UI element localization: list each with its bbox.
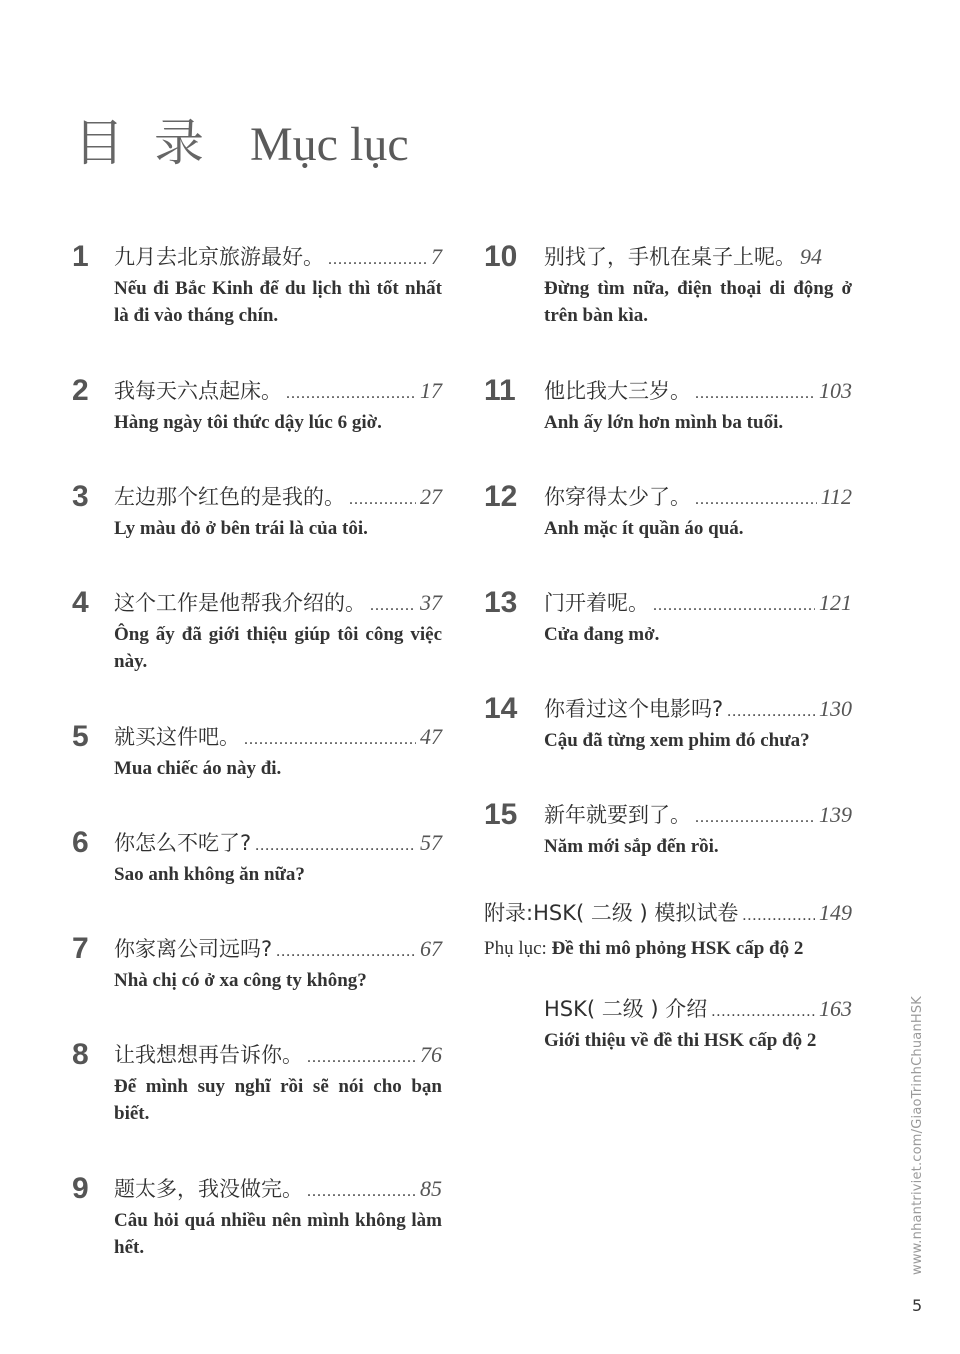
- toc-entry-appendix[interactable]: [484, 896, 852, 964]
- page-ref: 139: [819, 802, 852, 827]
- dot-leader: [742, 899, 815, 933]
- page-title-chinese: 目录: [74, 114, 234, 172]
- lesson-title-chinese: 就买这件吧。: [114, 725, 240, 749]
- lesson-number: 6: [72, 826, 89, 859]
- lesson-title-chinese: 左边那个红色的是我的。: [114, 485, 345, 509]
- page-title: [74, 114, 409, 188]
- page-ref: 37: [420, 590, 442, 615]
- lesson-number: 1: [72, 240, 89, 273]
- page-ref: 130: [819, 696, 852, 721]
- dot-leader: [349, 483, 416, 517]
- dot-leader: [307, 1041, 416, 1075]
- lesson-title-vietnamese: Sao anh không ăn nữa?: [114, 864, 305, 885]
- appendix-title-chinese: 附录:HSK( 二级 ) 模拟试卷: [484, 901, 739, 925]
- page-ref: 163: [819, 996, 852, 1021]
- lesson-title-vietnamese: Anh ấy lớn hơn mình ba tuổi.: [544, 412, 784, 433]
- lesson-title-vietnamese: Hàng ngày tôi thức dậy lúc 6 giờ.: [114, 412, 382, 433]
- page-ref: 17: [420, 378, 442, 403]
- page-ref: 67: [420, 936, 442, 961]
- lesson-title-vietnamese: Nhà chị có ở xa công ty không?: [114, 970, 367, 991]
- page-ref: 103: [819, 378, 852, 403]
- lesson-title-vietnamese: Đừng tìm nữa, điện thoại di động ở trên bàn kìa.: [544, 278, 852, 326]
- dot-leader: [276, 935, 416, 969]
- dot-leader: [286, 377, 416, 411]
- dot-leader: [307, 1175, 416, 1209]
- dot-leader: [244, 723, 416, 757]
- lesson-title-vietnamese: Mua chiếc áo này đi.: [114, 758, 282, 779]
- lesson-title-chinese: 你穿得太少了。: [544, 485, 691, 509]
- lesson-title-chinese: 九月去北京旅游最好。: [114, 245, 324, 269]
- dot-leader: [695, 377, 815, 411]
- page-ref: 76: [420, 1042, 442, 1067]
- lesson-number: 10: [484, 240, 518, 273]
- lesson-number: 9: [72, 1172, 89, 1205]
- lesson-title-vietnamese: Cậu đã từng xem phim đó chưa?: [544, 730, 810, 751]
- hsk-intro-title-chinese: HSK( 二级 ) 介绍: [544, 997, 708, 1021]
- lesson-title-vietnamese: Câu hỏi quá nhiều nên mình không làm hết.: [114, 1210, 442, 1258]
- lesson-number: 8: [72, 1038, 89, 1071]
- lesson-number: 4: [72, 586, 89, 619]
- lesson-title-vietnamese: Cửa đang mở.: [544, 624, 660, 645]
- lesson-title-chinese: 让我想想再告诉你。: [114, 1043, 303, 1067]
- lesson-title-chinese: 你怎么不吃了?: [114, 831, 252, 855]
- page-ref: 121: [819, 590, 852, 615]
- lesson-number: 15: [484, 798, 518, 831]
- page-title-vietnamese: Mục lục: [250, 118, 409, 171]
- dot-leader: [711, 995, 815, 1029]
- lesson-title-vietnamese: Ly màu đỏ ở bên trái là của tôi.: [114, 518, 368, 539]
- lesson-number: 7: [72, 932, 89, 965]
- hsk-intro-title-vietnamese: Giới thiệu về đề thi HSK cấp độ 2: [544, 1030, 817, 1051]
- lesson-title-chinese: 这个工作是他帮我介绍的。: [114, 591, 366, 615]
- lesson-title-vietnamese: Nếu đi Bắc Kinh để du lịch thì tốt nhất là đi vào tháng chín.: [114, 278, 442, 326]
- lesson-title-chinese: 新年就要到了。: [544, 803, 691, 827]
- lesson-number: 14: [484, 692, 518, 725]
- lesson-number: 2: [72, 374, 89, 407]
- lesson-title-chinese: 门开着呢。: [544, 591, 649, 615]
- page-ref: 112: [820, 484, 852, 509]
- dot-leader: [727, 695, 815, 729]
- page-ref: 27: [420, 484, 442, 509]
- lesson-title-chinese: 你家离公司远吗?: [114, 937, 273, 961]
- lesson-number: 12: [484, 480, 518, 513]
- lesson-title-chinese: 别找了，手机在桌子上呢。: [544, 245, 796, 269]
- page-ref: 57: [420, 830, 442, 855]
- lesson-title-vietnamese: Để mình suy nghĩ rồi sẽ nói cho bạn biết.: [114, 1076, 442, 1124]
- page-ref: 47: [420, 724, 442, 749]
- lesson-title-chinese: 你看过这个电影吗?: [544, 697, 724, 721]
- dot-leader: [328, 243, 427, 277]
- lesson-number: 13: [484, 586, 518, 619]
- dot-leader: [695, 801, 815, 835]
- page-ref: 7: [431, 244, 442, 269]
- lesson-number: 11: [484, 374, 516, 407]
- dot-leader: [653, 589, 815, 623]
- dot-leader: [255, 829, 416, 863]
- lesson-number: 5: [72, 720, 89, 753]
- dot-leader: [695, 483, 817, 517]
- lesson-title-chinese: 他比我大三岁。: [544, 379, 691, 403]
- page-number: 5: [912, 1296, 923, 1315]
- page-ref: 94: [800, 244, 822, 269]
- page-ref: 149: [819, 900, 852, 925]
- lesson-title-chinese: 我每天六点起床。: [114, 379, 282, 403]
- toc-entry-hsk-intro[interactable]: [544, 992, 852, 1054]
- side-website-url: www.nhantriviet.com/GiaoTrinhChuanHSK: [910, 995, 925, 1275]
- appendix-label: Phụ lục:: [484, 938, 547, 959]
- lesson-title-vietnamese: Năm mới sắp đến rồi.: [544, 836, 719, 857]
- page-ref: 85: [420, 1176, 442, 1201]
- lesson-title-vietnamese: Ông ấy đã giới thiệu giúp tôi công việc này.: [114, 624, 442, 672]
- lesson-number: 3: [72, 480, 89, 513]
- lesson-title-vietnamese: Anh mặc ít quần áo quá.: [544, 518, 744, 539]
- appendix-title-vietnamese: Đề thi mô phỏng HSK cấp độ 2: [551, 938, 804, 959]
- lesson-title-chinese: 题太多，我没做完。: [114, 1177, 303, 1201]
- dot-leader: [370, 589, 416, 623]
